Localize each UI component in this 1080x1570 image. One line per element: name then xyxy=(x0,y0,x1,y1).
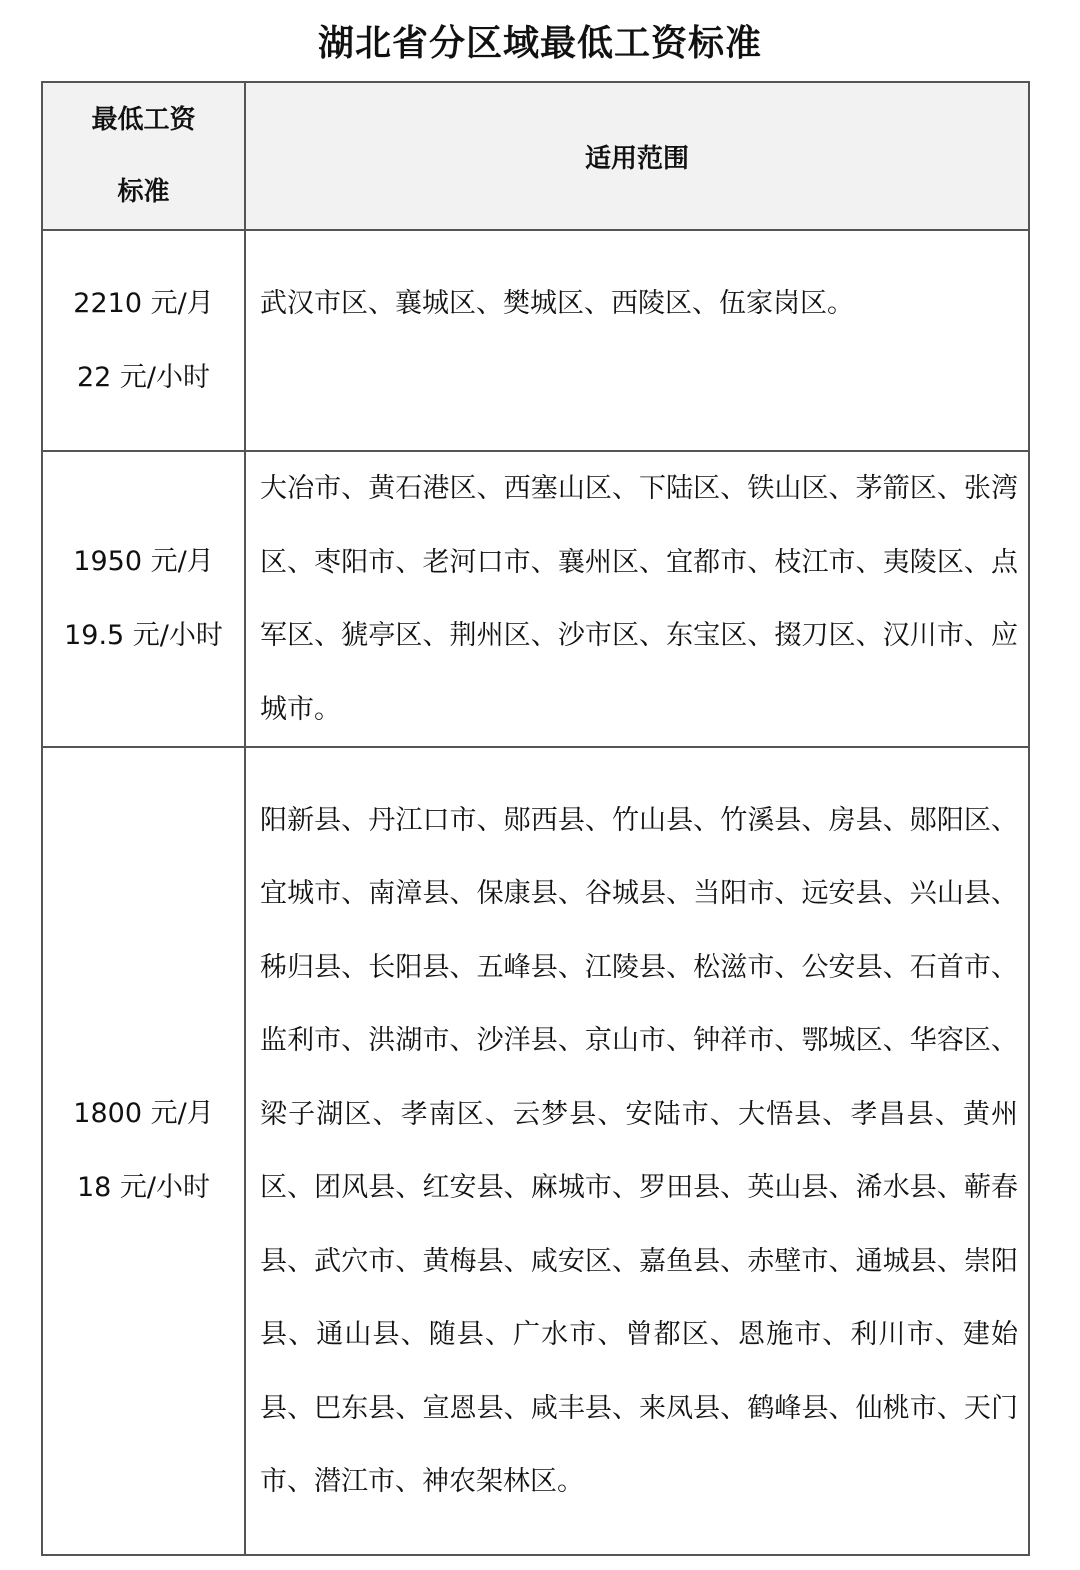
page-title: 湖北省分区域最低工资标准 xyxy=(317,23,762,64)
table-row xyxy=(42,451,1029,747)
monthly-wage: 1800 元/月 xyxy=(73,1098,214,1129)
table-row xyxy=(42,230,1029,451)
header-standard-line2: 标准 xyxy=(117,177,170,207)
minimum-wage-table xyxy=(41,81,1030,1556)
monthly-wage: 1950 元/月 xyxy=(73,546,214,577)
hourly-wage: 19.5 元/小时 xyxy=(64,620,223,651)
header-scope: 适用范围 xyxy=(245,82,1029,230)
hourly-wage: 22 元/小时 xyxy=(76,361,211,393)
monthly-wage: 2210 元/月 xyxy=(73,287,214,319)
hourly-wage: 18 元/小时 xyxy=(76,1172,211,1203)
scope-cell: 大冶市、黄石港区、西塞山区、下陆区、铁山区、茅箭区、张湾区、枣阳市、老河口市、襄州区、宜都市、枝江市、夷陵区、点军区、猇亭区、荆州区、沙市区、东宝区、掇刀区、汉川市、应城市。 xyxy=(245,451,1029,747)
wage-standard-cell xyxy=(42,747,245,1555)
header-standard xyxy=(42,82,245,230)
scope-cell: 阳新县、丹江口市、郧西县、竹山县、竹溪县、房县、郧阳区、宜城市、南漳县、保康县、谷城县、当阳市、远安县、兴山县、秭归县、长阳县、五峰县、江陵县、松滋市、公安县、石首市、监利市、洪湖市、沙洋县、京山市、钟祥市、鄂城区、华容区、梁子湖区、孝南区、云梦县、安陆市、大悟县、孝昌县、黄州区、团风县、红安县、麻城市、罗田县、英山县、浠水县、蕲春县、武穴市、黄梅县、咸安区、嘉鱼县、赤壁市、通城县、崇阳县、通山县、随县、广水市、曾都区、恩施市、利川市、建始县、巴东县、宣恩县、咸丰县、来凤县、鹤峰县、仙桃市、天门市、潜江市、神农架林区。 xyxy=(245,747,1029,1555)
header-standard-line1: 最低工资 xyxy=(91,105,196,135)
wage-standard-cell xyxy=(42,230,245,451)
table-header-row xyxy=(42,82,1029,230)
scope-cell: 武汉市区、襄城区、樊城区、西陵区、伍家岗区。 xyxy=(245,230,1029,451)
table-row xyxy=(42,747,1029,1555)
wage-standard-cell xyxy=(42,451,245,747)
